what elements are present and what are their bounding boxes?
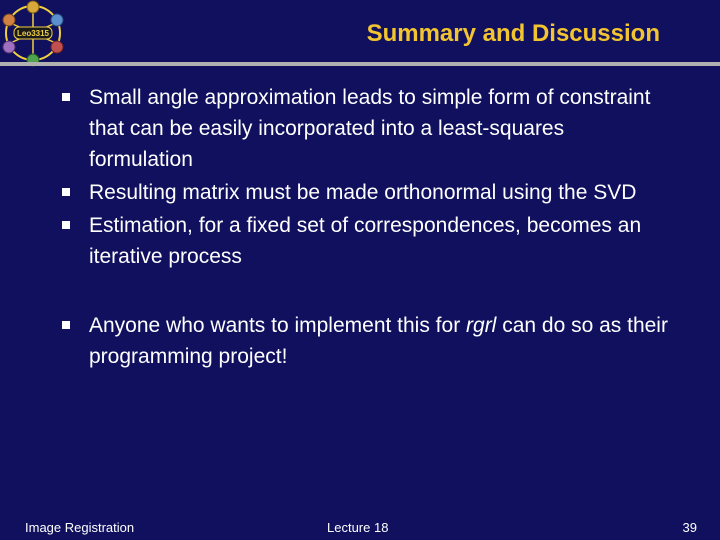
bullet-item	[62, 177, 672, 208]
bullet-list	[62, 82, 672, 374]
bullet-text: Resulting matrix must be made orthonormal using the SVD	[89, 181, 637, 204]
square-bullet-icon	[62, 321, 70, 329]
bullet-text: Small angle approximation leads to simple form of constraint that can be easily incorporated into a least-squares formulation	[89, 86, 651, 171]
title-divider	[0, 62, 720, 66]
bullet-text: Estimation, for a fixed set of correspondences, becomes an iterative process	[89, 214, 642, 268]
course-logo	[0, 0, 74, 70]
square-bullet-icon	[62, 221, 70, 229]
bullet-item	[62, 82, 672, 175]
square-bullet-icon	[62, 188, 70, 196]
bullet-item	[62, 310, 672, 372]
bullet-emphasis: rgrl	[466, 314, 497, 337]
footer-lecture: Lecture 18	[327, 520, 389, 535]
bullet-text-after: can do so as their programming project!	[89, 314, 668, 368]
square-bullet-icon	[62, 93, 70, 101]
bullet-text-before: Anyone who wants to implement this for	[89, 314, 467, 337]
footer-page-number: 39	[682, 520, 697, 535]
slide-title: Summary and Discussion	[366, 20, 660, 47]
footer-course: Image Registration	[25, 520, 135, 535]
bullet-item	[62, 210, 672, 272]
logo-text: Leo3315	[16, 29, 50, 38]
